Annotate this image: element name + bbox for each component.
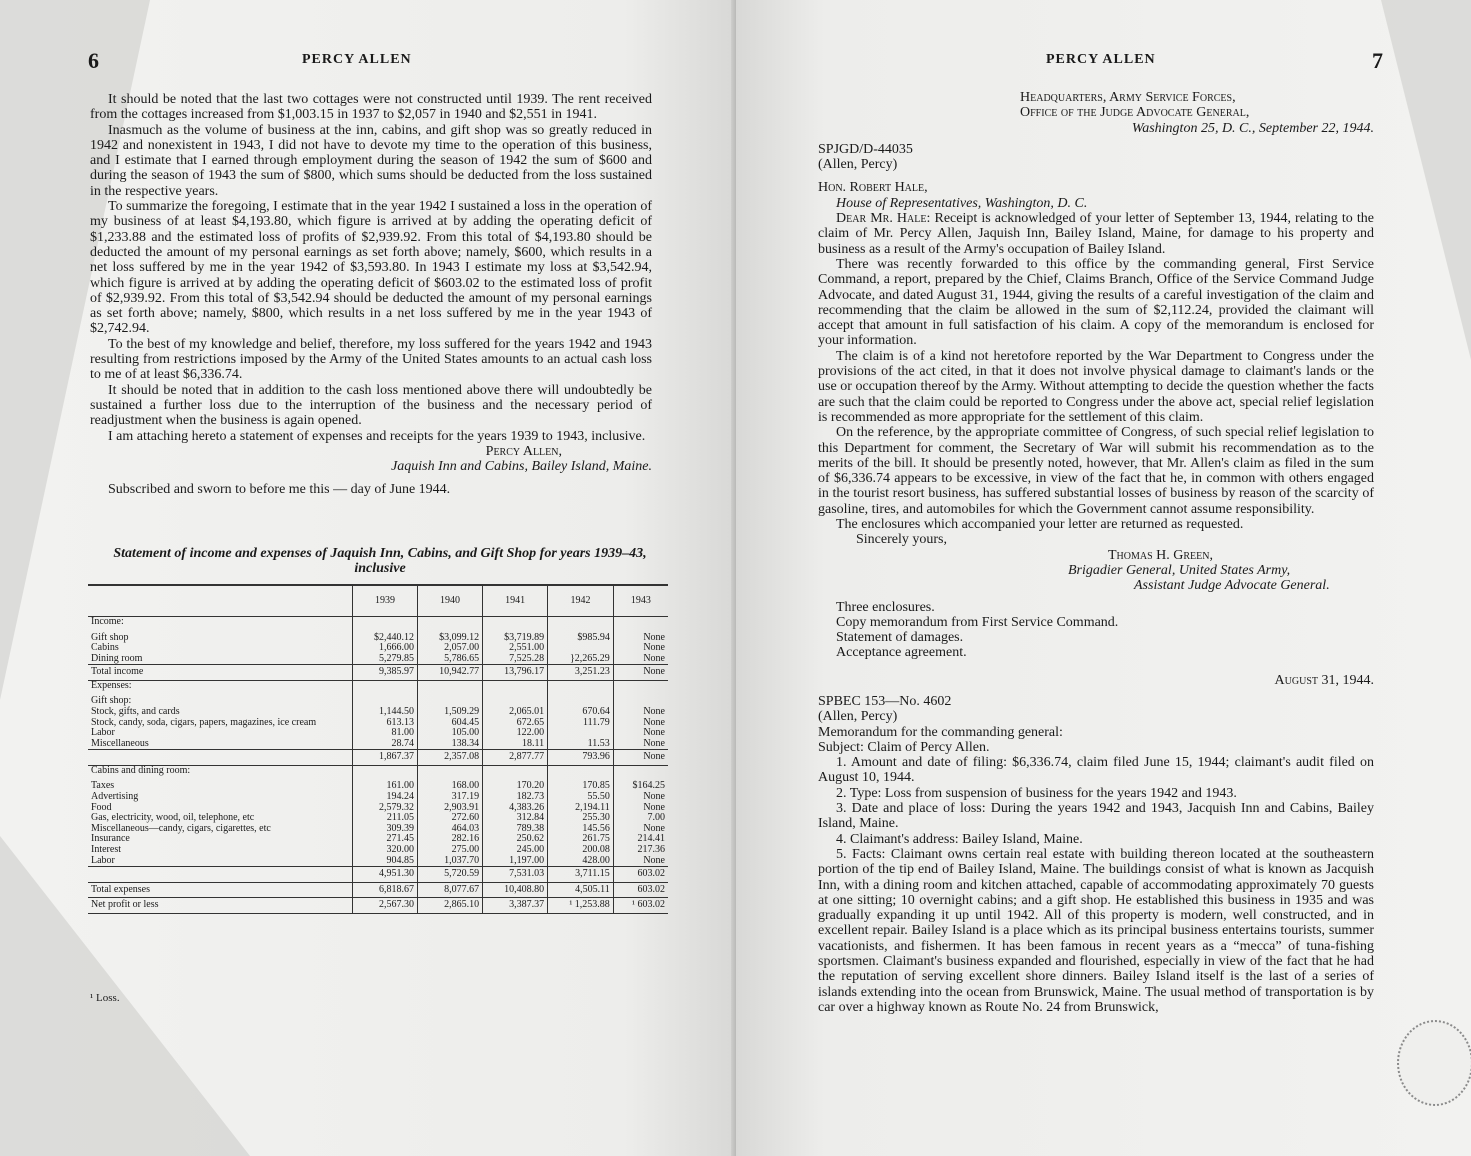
table-cell: 261.75 (548, 834, 614, 845)
table-row-label: Advertising (91, 791, 139, 803)
table-row-label: Total expenses (88, 882, 353, 898)
table-row-label: Cabins and dining room: (91, 764, 191, 776)
table-cell: 2,865.10 (418, 898, 483, 914)
table-cell: 3,251.23 (548, 665, 614, 681)
table-row-label (88, 867, 353, 883)
table-cell: 317.19 (418, 792, 483, 803)
table-row (88, 882, 668, 898)
table-cell: 5,720.59 (418, 867, 483, 883)
table-cell: 13,796.17 (483, 665, 548, 681)
table-cell (613, 617, 668, 633)
table-row (88, 718, 668, 729)
table-row-label: Expenses: (91, 679, 132, 691)
table-cell (483, 617, 548, 633)
table-cell (418, 765, 483, 781)
table-row (88, 680, 668, 696)
paragraph: To the best of my knowledge and belief, therefore, my loss suffered for the years 1942 and 1943 resulting from restrictions imposed by the Army of the United States amounts to an actual cash loss to me of at least $6,336.74. (90, 336, 652, 383)
library-stamp (1397, 1020, 1471, 1106)
table-cell: 2,877.77 (483, 750, 548, 766)
signature-place: Jaquish Inn and Cabins, Bailey Island, Maine. (391, 459, 652, 475)
table-cell (613, 765, 668, 781)
enclosure-line: Three enclosures. (836, 599, 935, 615)
table-cell: 613.13 (353, 718, 418, 729)
table-cell: None (613, 643, 668, 654)
salutation: Dear Mr. Hale: (836, 211, 931, 227)
table-row (88, 707, 668, 718)
table-row-label: Net profit or less (88, 898, 353, 914)
right-body-text (818, 90, 1374, 1015)
table-cell: 105.00 (418, 728, 483, 739)
table-cell: 6,818.67 (353, 882, 418, 898)
page-shadow (1381, 0, 1471, 360)
memo-reference: SPBEC 153—No. 4602 (818, 693, 952, 709)
table-cell (353, 680, 418, 696)
table-cell: None (613, 739, 668, 750)
table-cell: 111.79 (548, 718, 614, 729)
table-row (88, 845, 668, 856)
table-row-label: Stock, candy, soda, cigars, papers, magazines, ice cream (91, 716, 317, 728)
table-cell: 4,951.30 (353, 867, 418, 883)
table-row-label: Gas, electricity, wood, oil, telephone, etc (91, 812, 255, 824)
table-cell (418, 617, 483, 633)
table-cell: $3,099.12 (418, 633, 483, 644)
table-cell: 309.39 (353, 824, 418, 835)
table-cell: ¹ 603.02 (613, 898, 668, 914)
memo-item: 4. Claimant's address: Bailey Island, Maine. (836, 831, 1083, 847)
paragraph: Receipt is acknowledged of your letter of September 13, 1944, relating to the claim of Mr. Percy Allen, Jaquish Inn, Bailey Island, Maine, for damage to his property and business as a result of the Army's occupation of Bailey Island. (818, 211, 1375, 257)
table-row (88, 665, 668, 681)
table-cell: 428.00 (548, 856, 614, 867)
memo-item: 2. Type: Loss from suspension of business for the years 1942 and 1943. (836, 785, 1237, 801)
table-cell: None (613, 824, 668, 835)
letterhead-line: Office of the Judge Advocate General, (1020, 105, 1250, 121)
table-row (88, 617, 668, 633)
table-cell: 18.11 (483, 739, 548, 750)
paragraph: It should be noted that the last two cottages were not constructed until 1939. The rent received from the cottages increased from $1,003.15 in 1937 to $2,057 in 1940 and $2,551 in 1941. (90, 92, 652, 123)
table-cell: 194.24 (353, 792, 418, 803)
table-cell: 217.36 (613, 845, 668, 856)
table-cell: 5,279.85 (353, 654, 418, 665)
table-row (88, 765, 668, 781)
table-cell: }2,265.29 (548, 654, 614, 665)
memo-item: 5. Facts: Claimant owns certain real estate with building thereon located at the southeastern portion of the tip end of Bailey Island, Maine. The buildings consist of what is known as Jacquish Inn, with a dining room and kitchen attached, capable of accommodating approximately 70 guests at one sitting; 10 overnight cabins; and a gift shop. He established this business in 1935 and was gradually expanding it up until 1942. All of this property is modern, well constructed, and in excellent repair. Bailey Island is a place which as its principal business entertains tourists, summer vacationists, and fishermen. It has been famous in recent years as a “mecca” of tuna-fishing sportsmen. Claimant's business expanded and flourished, especially in view of the fact that he had the reputation of serving excellent shore dinners. Bailey Island itself is the last of a series of islands extending into the ocean from Brunswick, Maine. The usual method of transportation is by car over a highway known as Route No. 24 from Brunswick, (818, 846, 1374, 1015)
table-row-label: Miscellaneous (91, 737, 149, 749)
memo-for: Memorandum for the commanding general: (818, 724, 1063, 740)
table-cell (548, 617, 614, 633)
table-cell: 10,942.77 (418, 665, 483, 681)
right-page (736, 0, 1471, 1156)
table-row-label: Gift shop (91, 631, 129, 643)
memo-date: August 31, 1944. (1274, 672, 1374, 688)
table-cell: 138.34 (418, 739, 483, 750)
table-cell: 2,551.00 (483, 643, 548, 654)
table-cell: 170.85 (548, 781, 614, 792)
page-number: 6 (88, 48, 99, 73)
table-cell: 2,065.01 (483, 707, 548, 718)
subscribed-line: Subscribed and sworn to before me this — day of June 1944. (108, 482, 451, 498)
running-head: PERCY ALLEN (1046, 52, 1156, 67)
table-row-label (88, 750, 353, 766)
table-cell: 9,385.97 (353, 665, 418, 681)
table-cell: None (613, 750, 668, 766)
table-cell: 603.02 (613, 867, 668, 883)
letter-date: Washington 25, D. C., September 22, 1944. (1131, 120, 1374, 136)
running-head: PERCY ALLEN (302, 52, 412, 67)
table-cell: 182.73 (483, 792, 548, 803)
table-row (88, 834, 668, 845)
addressee-place: House of Representatives, Washington, D. C. (836, 195, 1088, 211)
table-cell: None (613, 728, 668, 739)
table-row-label: Food (91, 801, 112, 813)
table-row-label: Stock, gifts, and cards (91, 705, 180, 717)
enclosure-line: Statement of damages. (836, 630, 964, 646)
table-row-label: Labor (91, 727, 115, 739)
table-cell: 272.60 (418, 813, 483, 824)
table-row-label: Dining room (91, 652, 143, 664)
table-cell: 789.38 (483, 824, 548, 835)
table-cell: 271.45 (353, 834, 418, 845)
table-cell: 1,509.29 (418, 707, 483, 718)
table-cell: 8,077.67 (418, 882, 483, 898)
table-body (88, 617, 668, 914)
left-body-text (90, 92, 652, 498)
table-cell (353, 617, 418, 633)
table-row (88, 728, 668, 739)
table-cell (353, 765, 418, 781)
table-cell (418, 680, 483, 696)
table-cell: None (613, 654, 668, 665)
table-cell (483, 765, 548, 781)
table-cell: None (613, 856, 668, 867)
table-cell: 320.00 (353, 845, 418, 856)
table-cell: 464.03 (418, 824, 483, 835)
table-cell: 2,357.08 (418, 750, 483, 766)
memo-item: 1. Amount and date of filing: $6,336.74, claim filed June 15, 1944; claimant's audit filed on August 10, 1944. (818, 755, 1374, 786)
table-cell: 7.00 (613, 813, 668, 824)
table-cell: 7,525.28 (483, 654, 548, 665)
table-cell: 211.05 (353, 813, 418, 824)
table-cell: 2,903.91 (418, 803, 483, 814)
table-row-label: Interest (91, 844, 121, 855)
table-row-label: Total income (88, 665, 353, 681)
table-row (88, 750, 668, 766)
footnote: ¹ Loss. (90, 992, 120, 1004)
table-cell: 122.00 (483, 728, 548, 739)
table-cell: None (613, 707, 668, 718)
table-cell: 670.64 (548, 707, 614, 718)
table-cell: 255.30 (548, 813, 614, 824)
table-cell: 282.16 (418, 834, 483, 845)
table-cell (548, 765, 614, 781)
table-cell: 3,711.15 (548, 867, 614, 883)
paragraph: I am attaching hereto a statement of expenses and receipts for the years 1939 to 1943, inclusive. (108, 428, 646, 444)
table-row-label: Labor (91, 854, 115, 866)
table-cell: 2,194.11 (548, 803, 614, 814)
table-cell: 1,666.00 (353, 643, 418, 654)
table-cell: 603.02 (613, 882, 668, 898)
paragraph: It should be noted that in addition to the cash loss mentioned above there will undoubtedly be sustained a further loss due to the interruption of the business and the necessary period of readjustment when the business is again opened. (90, 382, 652, 429)
paragraph: To summarize the foregoing, I estimate that in the year 1942 I sustained a loss in the operation of my business of at least $4,193.80, which figure is arrived at by adding the operating deficit of $1,233.88 and the estimated loss of profits of $2,939.92. From this total of $4,193.80 should be deducted the amount of my personal earnings as set forth above; namely, $600, which results in a net loss suffered by me in the year 1942 of $3,593.80. In 1943 I estimate my loss at $3,542.94, which figure is arrived at by adding the operating deficit of $603.02 to the estimated loss of profit of $2,939.92. From this total of $3,542.94 should be deducted the amount of my personal earnings as set forth above; namely, $800, which results in a net loss suffered by me in the year 1943 of $2,742.94. (90, 199, 652, 337)
table-cell: None (613, 633, 668, 644)
table-row (88, 654, 668, 665)
table-cell: $985.94 (548, 633, 614, 644)
reference-sub: (Allen, Percy) (818, 157, 898, 173)
table-cell: None (613, 718, 668, 729)
table-row (88, 898, 668, 914)
table-cell: 81.00 (353, 728, 418, 739)
table-title: Statement of income and expenses of Jaquish Inn, Cabins, and Gift Shop for years 1939–43, inclusive (113, 546, 647, 576)
left-page (0, 0, 735, 1156)
table-cell: 1,197.00 (483, 856, 548, 867)
table-header-blank (88, 585, 353, 617)
letterhead-line: Headquarters, Army Service Forces, (1020, 90, 1236, 105)
page-number: 7 (1372, 48, 1383, 73)
table-row (88, 867, 668, 883)
signer-title: Assistant Judge Advocate General. (1134, 578, 1330, 594)
table-cell: None (613, 803, 668, 814)
table-cell (548, 680, 614, 696)
table-cell (613, 680, 668, 696)
memo-reference-sub: (Allen, Percy) (818, 709, 898, 725)
table-cell: 55.50 (548, 792, 614, 803)
table-cell: 28.74 (353, 739, 418, 750)
table-row (88, 856, 668, 867)
table-header-year: 1943 (613, 585, 668, 617)
table-cell: 1,144.50 (353, 707, 418, 718)
table-cell: $164.25 (613, 781, 668, 792)
table-cell: 904.85 (353, 856, 418, 867)
table-cell: 161.00 (353, 781, 418, 792)
table-cell: 245.00 (483, 845, 548, 856)
table-cell: $2,440.12 (353, 633, 418, 644)
closing: Sincerely yours, (856, 532, 947, 548)
enclosure-line: Acceptance agreement. (836, 645, 967, 661)
table-cell: 168.00 (418, 781, 483, 792)
signature-name: Percy Allen, (485, 443, 562, 459)
paragraph: On the reference, by the appropriate committee of Congress, of such special relief legislation to this Department for comment, the Secretary of War will submit his recommendation as to the merits of the bill. It should be presently noted, however, that Mr. Allen's claim as filed in the sum of $6,336.74 appears to be excessive, in view of the fact that he, in common with others engaged in the tourist resort business, has suffered substantial losses of business by reason of the scarcity of gasoline, tires, and automobiles for which the Government cannot assume responsibility. (818, 425, 1374, 517)
table-cell: 250.62 (483, 834, 548, 845)
table-header-row (88, 585, 668, 617)
table-cell: 10,408.80 (483, 882, 548, 898)
table-cell: 2,567.30 (353, 898, 418, 914)
table-cell: 793.96 (548, 750, 614, 766)
table-cell: 5,786.65 (418, 654, 483, 665)
table-cell: 200.08 (548, 845, 614, 856)
table-cell: ¹ 1,253.88 (548, 898, 614, 914)
table-header-year: 1940 (418, 585, 483, 617)
enclosure-line: Copy memorandum from First Service Command. (836, 614, 1119, 630)
table-cell: 4,383.26 (483, 803, 548, 814)
signer-title: Brigadier General, United States Army, (1068, 562, 1291, 578)
table-cell: 3,387.37 (483, 898, 548, 914)
table-cell: 7,531.03 (483, 867, 548, 883)
table-cell: 604.45 (418, 718, 483, 729)
table-row (88, 781, 668, 792)
table-cell: 1,867.37 (353, 750, 418, 766)
table-cell: 170.20 (483, 781, 548, 792)
signer-name: Thomas H. Green, (1108, 547, 1213, 563)
memo-subject: Subject: Claim of Percy Allen. (818, 739, 990, 755)
paragraph: Inasmuch as the volume of business at the inn, cabins, and gift shop was so greatly reduced in 1942 and nonexistent in 1943, I did not have to devote my time to the operation of this business, and I estimate that I earned through employment during the season of 1942 the sum of $600 and during the season of 1943 the sum of $800, which sums should be deducted from the loss sustained in the respective years. (90, 122, 652, 199)
paragraph: The enclosures which accompanied your letter are returned as requested. (836, 517, 1244, 533)
table-cell (483, 680, 548, 696)
table-cell: $3,719.89 (483, 633, 548, 644)
table-cell: 4,505.11 (548, 882, 614, 898)
statement-table (88, 584, 668, 914)
table-cell: 275.00 (418, 845, 483, 856)
table-cell: 672.65 (483, 718, 548, 729)
table-header-year: 1939 (353, 585, 418, 617)
table-cell: None (613, 792, 668, 803)
table-row-label: Insurance (91, 833, 130, 845)
table-cell: 312.84 (483, 813, 548, 824)
table-cell: 2,579.32 (353, 803, 418, 814)
table-cell: 145.56 (548, 824, 614, 835)
table-row (88, 739, 668, 750)
table-row (88, 633, 668, 644)
table-row-label: Miscellaneous—candy, cigars, cigarettes, etc (91, 822, 271, 834)
addressee-name: Hon. Robert Hale, (818, 180, 928, 196)
paragraph: There was recently forwarded to this office by the commanding general, First Service Command, a report, prepared by the Chief, Claims Branch, Office of the Service Command Judge Advocate, and dated August 31, 1944, giving the results of a careful investigation of the claim and recommending that the claim be allowed in the sum of $2,112.24, provided the claimant will accept that amount in full satisfaction of his claim. A copy of the memorandum is enclosed for your information. (818, 256, 1374, 349)
table-cell: 1,037.70 (418, 856, 483, 867)
table-cell: 214.41 (613, 834, 668, 845)
table-row (88, 824, 668, 835)
table-header-year: 1942 (548, 585, 614, 617)
memo-item: 3. Date and place of loss: During the years 1942 and 1943, Jacquish Inn and Cabins, Bailey Island, Maine. (818, 801, 1374, 832)
table-row-label: Gift shop: (91, 695, 132, 707)
table-row-label: Cabins (91, 642, 119, 654)
table-header-year: 1941 (483, 585, 548, 617)
paragraph: The claim is of a kind not heretofore reported by the War Department to Congress under the provisions of the act cited, in that it does not involve physical damage to claimant's lands or the use or occupation thereof by the Army. Without attempting to decide the question whether the facts are such that the claim could be reported to Congress under the above act, special relief legislation is recommended as more appropriate for the settlement of this claim. (818, 348, 1374, 425)
reference-number: SPJGD/D-44035 (818, 141, 913, 157)
table-row-label: Income: (91, 616, 124, 627)
table-cell: None (613, 665, 668, 681)
table-cell: 2,057.00 (418, 643, 483, 654)
table-cell: 11.53 (548, 739, 614, 750)
table-row-label: Taxes (91, 780, 115, 792)
